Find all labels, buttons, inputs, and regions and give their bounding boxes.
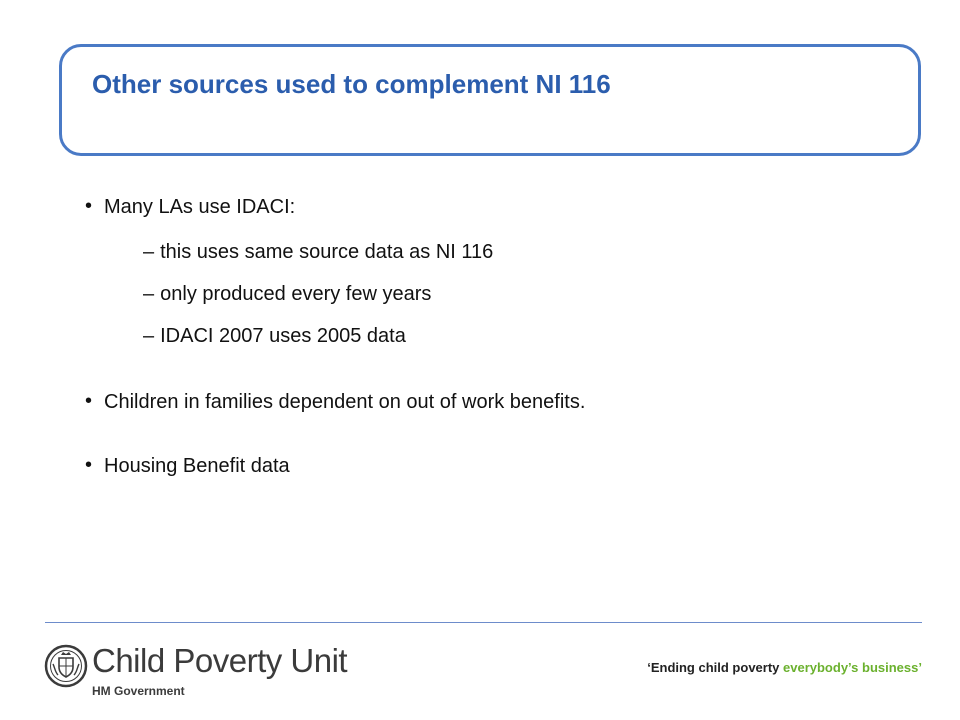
sub-item-text: only produced every few years	[160, 283, 432, 305]
dash-icon: –	[143, 283, 155, 305]
sub-item	[143, 283, 431, 306]
logo-subtitle: HM Government	[92, 684, 185, 698]
child-poverty-unit-logo	[44, 642, 364, 702]
logo-name: Child Poverty Unit	[92, 642, 348, 679]
sub-item-text: IDACI 2007 uses 2005 data	[160, 325, 406, 347]
tagline-part-1: ‘Ending child poverty	[647, 660, 784, 675]
bullet-text: Housing Benefit data	[104, 455, 290, 477]
sub-item	[143, 325, 406, 348]
sub-item	[143, 241, 493, 264]
bullet-icon: •	[85, 454, 93, 476]
tagline-part-2: everybody’s business’	[783, 660, 922, 675]
bullet-icon: •	[85, 390, 93, 412]
bullet-text: Many LAs use IDACI:	[104, 196, 296, 218]
sub-item-text: this uses same source data as NI 116	[160, 241, 494, 263]
bullet-text: Children in families dependent on out of work benefits.	[104, 391, 586, 413]
slide-title: Other sources used to complement NI 116	[92, 69, 611, 99]
dash-icon: –	[143, 241, 155, 263]
footer-tagline	[647, 660, 922, 675]
footer-divider	[45, 622, 922, 623]
royal-crest-icon	[44, 644, 88, 688]
bullet-icon: •	[85, 195, 93, 217]
dash-icon: –	[143, 325, 155, 347]
